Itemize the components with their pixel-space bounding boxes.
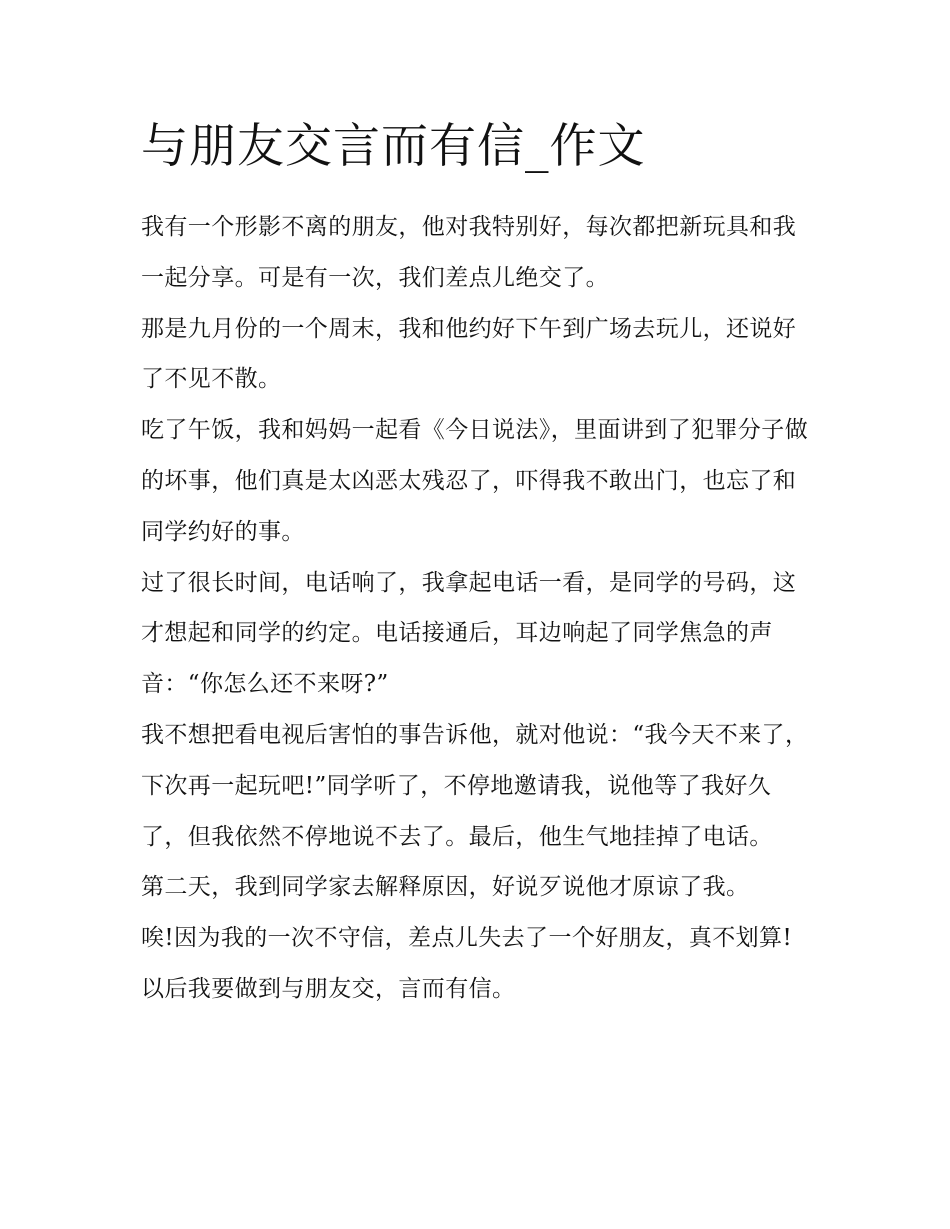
document-body — [141, 202, 813, 1015]
paragraph-3: 吃了午饭，我和妈妈一起看《今日说法》，里面讲到了犯罪分子做的坏事，他们真是太凶恶太残忍了，吓得我不敢出门，也忘了和同学约好的事。 — [141, 417, 809, 545]
paragraph-6: 第二天，我到同学家去解释原因，好说歹说他才原谅了我。 — [141, 874, 750, 901]
document-page — [141, 112, 813, 1015]
paragraph-2: 那是九月份的一个周末，我和他约好下午到广场去玩儿，还说好了不见不散。 — [141, 315, 797, 393]
paragraph-1: 我有一个形影不离的朋友，他对我特别好，每次都把新玩具和我一起分享。可是有一次，我们差点儿绝交了。 — [141, 214, 797, 291]
document-title: 与朋友交言而有信_作文 — [141, 119, 646, 174]
paragraph-7: 唉!因为我的一次不守信，差点儿失去了一个好朋友，真不划算!以后我要做到与朋友交，言而有信。 — [141, 925, 793, 1002]
paragraph-4: 过了很长时间，电话响了，我拿起电话一看，是同学的号码，这才想起和同学的约定。电话接通后，耳边响起了同学焦急的声音：“你怎么还不来呀?” — [141, 569, 797, 698]
paragraph-5: 我不想把看电视后害怕的事告诉他，就对他说：“我今天不来了，下次再一起玩吧!”同学听了，不停地邀请我，说他等了我好久了，但我依然不停地说不去了。最后，他生气地挂掉了电话。 — [141, 721, 809, 850]
